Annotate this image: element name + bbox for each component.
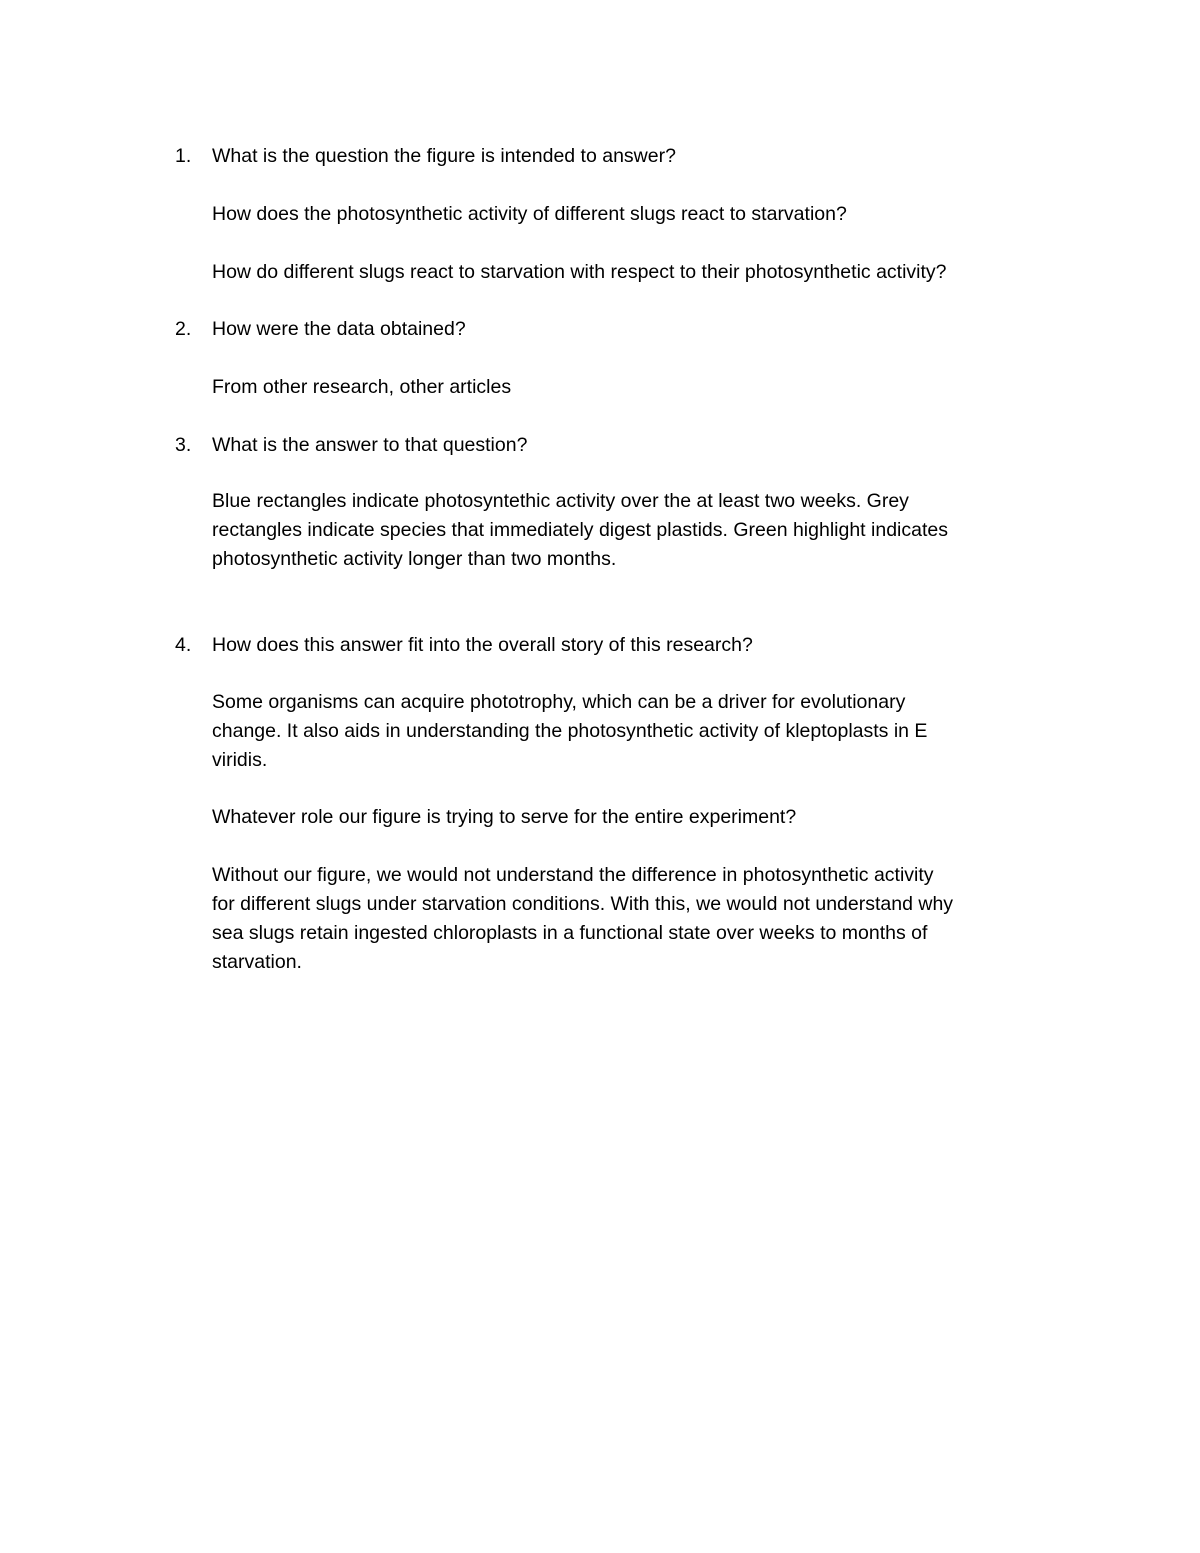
answer-line: Whatever role our figure is trying to serve for the entire experiment?	[212, 806, 797, 828]
answer-line: Without our figure, we would not understand the difference in photosynthetic activity	[212, 864, 934, 886]
answer-paragraph	[212, 258, 1072, 287]
question-number: 1.	[175, 145, 192, 167]
answer-line: viridis.	[212, 749, 268, 771]
answer-paragraph	[212, 487, 1072, 574]
answer-paragraph	[212, 861, 1072, 977]
answer-line: for different slugs under starvation conditions. With this, we would not understand why	[212, 893, 954, 915]
answer-line: Some organisms can acquire phototrophy, which can be a driver for evolutionary	[212, 691, 906, 713]
answer-line: sea slugs retain ingested chloroplasts in a functional state over weeks to months of	[212, 922, 928, 944]
question-text: How were the data obtained?	[212, 318, 466, 340]
answer-line: Blue rectangles indicate photosyntethic activity over the at least two weeks. Grey	[212, 490, 909, 512]
answer-line: How does the photosynthetic activity of different slugs react to starvation?	[212, 203, 847, 225]
answer-paragraph	[212, 200, 1072, 229]
answer-line: change. It also aids in understanding the photosynthetic activity of kleptoplasts in E	[212, 720, 928, 742]
answer-line: How do different slugs react to starvation with respect to their photosynthetic activity?	[212, 261, 947, 283]
answer-line: starvation.	[212, 951, 302, 973]
answer-line: From other research, other articles	[212, 376, 512, 398]
answer-line: photosynthetic activity longer than two months.	[212, 548, 617, 570]
answer-paragraph	[212, 803, 1072, 832]
question-text: How does this answer fit into the overall story of this research?	[212, 634, 753, 656]
question-number: 4.	[175, 634, 192, 656]
question-text: What is the answer to that question?	[212, 434, 528, 456]
question-text: What is the question the figure is intended to answer?	[212, 145, 676, 167]
answer-paragraph	[212, 373, 1072, 402]
question-number: 3.	[175, 434, 192, 456]
answer-paragraph	[212, 688, 1072, 775]
question-number: 2.	[175, 318, 192, 340]
answer-line: rectangles indicate species that immediately digest plastids. Green highlight indicates	[212, 519, 948, 541]
